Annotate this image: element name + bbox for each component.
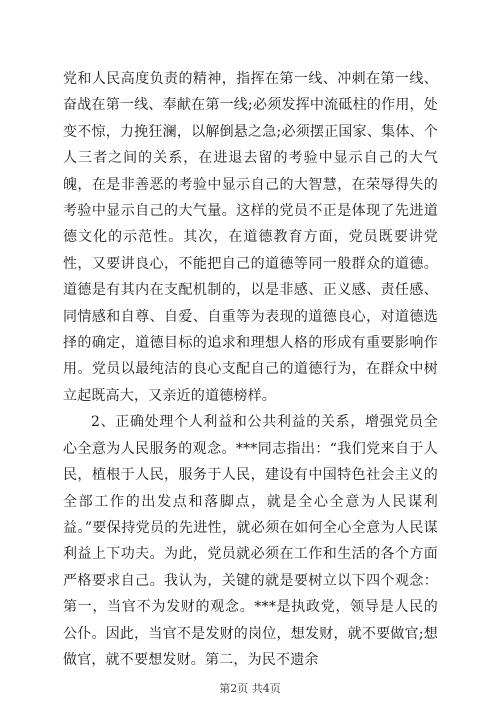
paragraph-continued: 党和人民高度负责的精神，指挥在第一线、冲刺在第一线、奋战在第一线、奉献在第一线;必须发挥中流砥柱的作用，处变不惊，力挽狂澜，以解倒悬之急;必须摆正国家、集体、个人三者之间的关系，在进退去留的考验中显示自己的大气魄，在是非善恶的考验中显示自己的大智慧，在荣辱得失的考验中显示自己的大气量。这样的党员不正是体现了先进道德文化的示范性。其次，在道德教育方面，党员既要讲党性，又要讲良心，不能把自己的道德等同一般群众的道德。道德是有其内在支配机制的，以是非感、正义感、责任感、同情感和自尊、自爱、自重等为表现的道德良心，对道德选择的确定，道德目标的追求和理想人格的形成有重要影响作用。党员以最纯洁的良心支配自己的道德行为，在群众中树立起既高大，又亲近的道德榜样。 <box>63 71 438 404</box>
document-body <box>63 66 438 673</box>
paragraph-section-2: 2、正确处理个人利益和公共利益的关系，增强党员全心全意为人民服务的观念。***同志指出：“我们党来自于人民，植根于人民，服务于人民，建设有中国特色社会主义的全部工作的出发点和落脚点，就是全心全意为人民谋利益。”要保持党员的先进性，就必须在如何全心全意为人民谋利益上下功夫。为此，党员就必须在工作和生活的各个方面严格要求自己。我认为，关键的就是要树立以下四个观念：第一，当官不为发财的观念。***是执政党，领导是人民的公仆。因此，当官不是发财的岗位，想发财，就不要做官;想做官，就不要想发财。第二，为民不遗余 <box>63 414 438 668</box>
page-footer: 第2页 共4页 <box>219 682 281 695</box>
